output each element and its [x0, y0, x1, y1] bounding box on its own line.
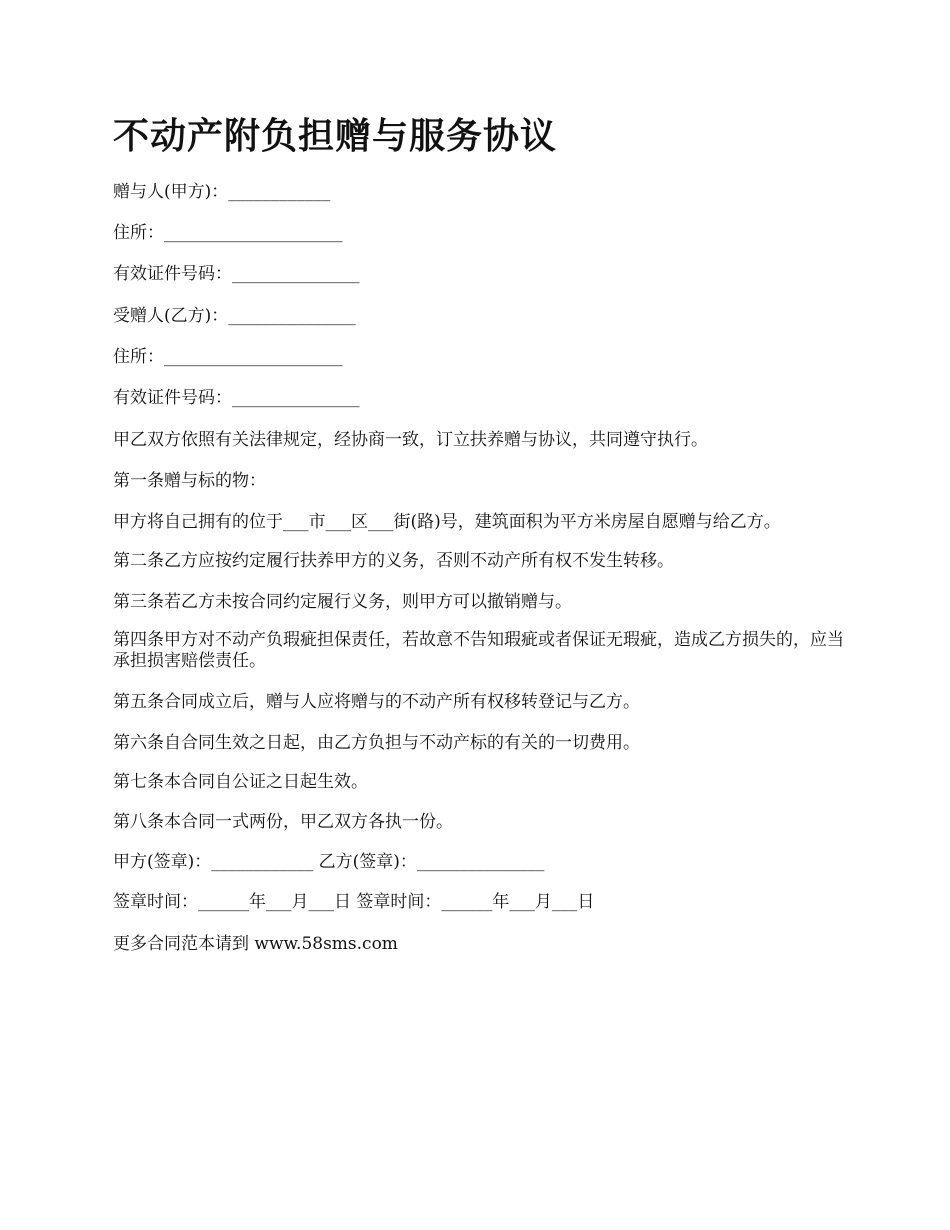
article-7: 第七条本合同自公证之日起生效。	[113, 772, 368, 792]
donee-name-line: 受赠人(乙方)：_______________	[113, 306, 356, 326]
signature-date-line: 签章时间：______年___月___日 签章时间：______年___月___日	[113, 892, 595, 912]
footer-more-templates: 更多合同范本请到 www.58sms.com	[113, 934, 398, 954]
article-4: 第四条甲方对不动产负瑕疵担保责任，若故意不告知瑕疵或者保证无瑕疵，造成乙方损失的，应当承担损害赔偿责任。	[113, 630, 844, 671]
article-3: 第三条若乙方未按合同约定履行义务，则甲方可以撤销赠与。	[113, 592, 572, 612]
article-5: 第五条合同成立后，赠与人应将赠与的不动产所有权移转登记与乙方。	[113, 692, 640, 712]
donor-name-line: 赠与人(甲方)：____________	[113, 182, 331, 202]
donor-address-line: 住所：_____________________	[113, 223, 343, 243]
preamble-paragraph: 甲乙双方依照有关法律规定，经协商一致，订立扶养赠与协议，共同遵守执行。	[113, 430, 708, 450]
article-1-content: 甲方将自己拥有的位于___市___区___街(路)号，建筑面积为平方米房屋自愿赠与给乙方。	[113, 512, 781, 532]
article-8: 第八条本合同一式两份，甲乙双方各执一份。	[113, 812, 453, 832]
document-title: 不动产附负担赠与服务协议	[113, 115, 558, 157]
donee-address-line: 住所：_____________________	[113, 347, 343, 367]
article-2: 第二条乙方应按约定履行扶养甲方的义务，否则不动产所有权不发生转移。	[113, 551, 674, 571]
donee-id-line: 有效证件号码：_______________	[113, 388, 360, 408]
article-6: 第六条自合同生效之日起，由乙方负担与不动产标的有关的一切费用。	[113, 733, 640, 753]
article-1-heading: 第一条赠与标的物：	[113, 471, 266, 491]
donor-id-line: 有效证件号码：_______________	[113, 264, 360, 284]
signature-line: 甲方(签章)：____________ 乙方(签章)：_______________	[113, 852, 545, 872]
